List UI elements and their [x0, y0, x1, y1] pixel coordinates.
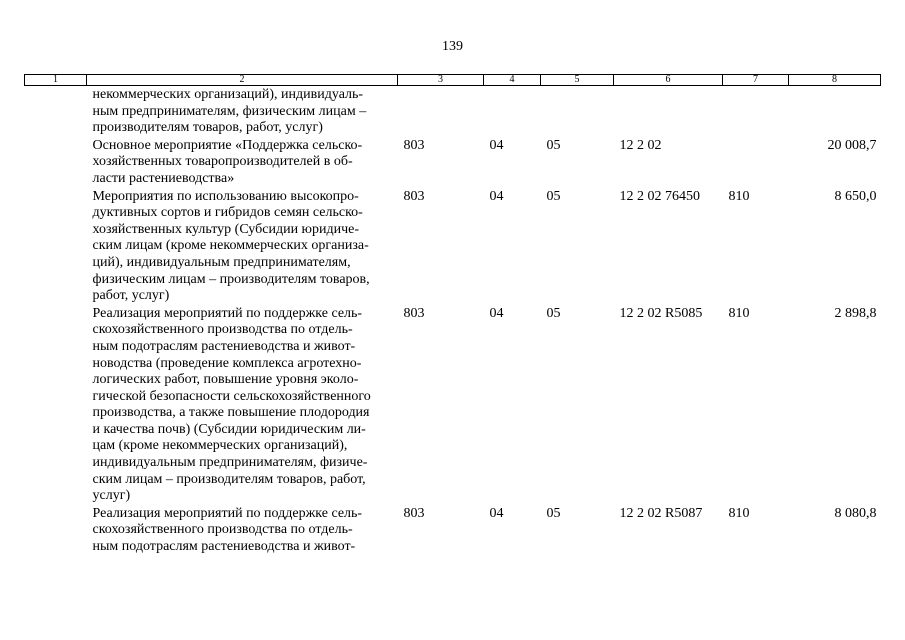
column-header-5: 5: [541, 75, 614, 86]
table-row: [25, 137, 881, 188]
subsection-code: 05: [546, 188, 561, 204]
subsection-code: 05: [546, 505, 561, 521]
subsection-code: [541, 86, 614, 137]
item-name: Реализация мероприятий по поддержке сель- скохозяйственного производства по отдель- ным подотраслям растениеводства и живот-: [92, 505, 363, 555]
expense-type-code: 810: [728, 505, 750, 521]
section-code: [484, 86, 541, 137]
amount: 20 008,7: [827, 137, 877, 153]
expense-type-code: [723, 86, 789, 137]
column-header-2: 2: [87, 75, 398, 86]
expense-type-code: [723, 137, 789, 188]
item-name: некоммерческих организаций), индивидуаль- ным предпринимателям, физическим лицам – производителям товаров, работ, услуг): [92, 87, 367, 136]
column-header-7: 7: [723, 75, 789, 86]
table-row: [25, 86, 881, 137]
target-article-code: [614, 86, 723, 137]
ministry-code: [398, 86, 484, 137]
amount: [789, 86, 881, 137]
row-index-cell: [25, 188, 87, 305]
target-article-code: 12 2 02 76450: [619, 188, 700, 204]
page-number: 139: [442, 39, 463, 54]
table-row: [25, 188, 881, 305]
row-index-cell: [25, 505, 87, 556]
subsection-code: 05: [546, 305, 561, 321]
item-name: Основное мероприятие «Поддержка сельско- хозяйственных товаропроизводителей в об- ласти растениеводства»: [92, 137, 363, 186]
table-header-row: [25, 75, 881, 86]
amount: 8 650,0: [834, 188, 877, 204]
table-row: [25, 305, 881, 505]
ministry-code: 803: [403, 305, 425, 321]
column-header-8: 8: [789, 75, 881, 86]
target-article-code: 12 2 02: [619, 137, 662, 153]
expense-type-code: 810: [728, 305, 750, 321]
column-header-3: 3: [398, 75, 484, 86]
item-name: Реализация мероприятий по поддержке сель- скохозяйственного производства по отдель- ным подотраслям растениеводства и живот- новодства (проведение комплекса агротехно- логических работ, повышение уровня эколо- гической безопасности сельскохозяйственного производства, а также повышение плодородия и качества почв) (Субсидии юридическим ли- цам (кроме некоммерческих организаций), индивидуальным предпринимателям, физиче- ским лицам – производителям товаров, работ, услуг): [92, 305, 371, 504]
column-header-4: 4: [484, 75, 541, 86]
column-header-6: 6: [614, 75, 723, 86]
amount: 8 080,8: [834, 505, 877, 521]
table-row: [25, 505, 881, 556]
row-index-cell: [25, 86, 87, 137]
amount: 2 898,8: [834, 305, 877, 321]
subsection-code: 05: [546, 137, 561, 153]
row-index-cell: [25, 305, 87, 505]
section-code: 04: [489, 137, 504, 153]
ministry-code: 803: [403, 188, 425, 204]
item-name: Мероприятия по использованию высокопро- дуктивных сортов и гибридов семян сельско- хозяйственных культур (Субсидии юридиче- ским лицам (кроме некоммерческих организа- ций), индивидуальным предпринимателям, физическим лицам – производителям товаров, работ, услуг): [92, 188, 370, 304]
target-article-code: 12 2 02 R5087: [619, 505, 703, 521]
section-code: 04: [489, 188, 504, 204]
expense-type-code: 810: [728, 188, 750, 204]
budget-table: [24, 74, 881, 556]
row-index-cell: [25, 137, 87, 188]
target-article-code: 12 2 02 R5085: [619, 305, 703, 321]
ministry-code: 803: [403, 137, 425, 153]
column-header-1: 1: [25, 75, 87, 86]
ministry-code: 803: [403, 505, 425, 521]
section-code: 04: [489, 505, 504, 521]
section-code: 04: [489, 305, 504, 321]
